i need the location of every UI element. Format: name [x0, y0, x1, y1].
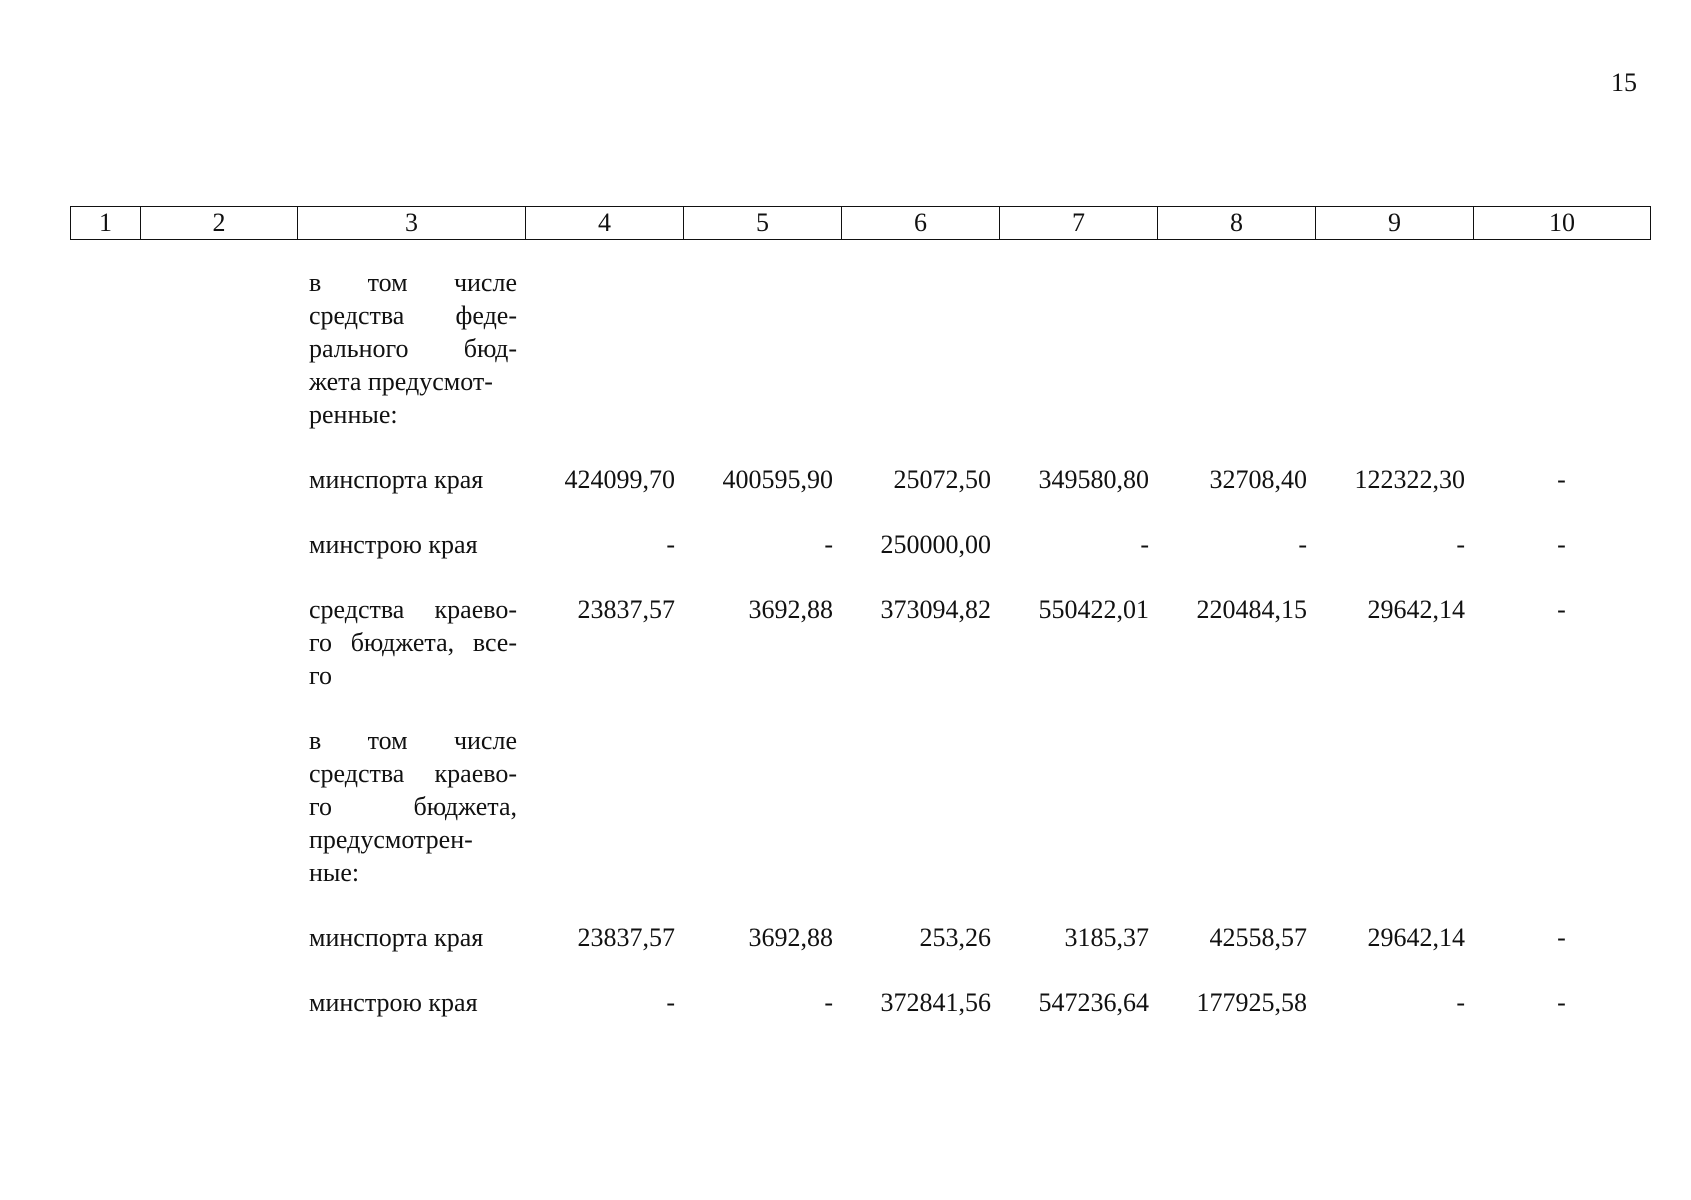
value-cell: 250000,00: [880, 530, 991, 559]
header-cell: 7: [1000, 207, 1158, 240]
description-line: средства феде-: [309, 301, 517, 330]
table-row: [70, 921, 1650, 986]
value-cell: -: [824, 530, 833, 559]
description-line: рального бюд-: [309, 334, 517, 363]
value-cell: 42558,57: [1209, 923, 1307, 952]
header-cell: 2: [141, 207, 298, 240]
row-description: [297, 528, 525, 593]
value-cell: [1157, 266, 1315, 463]
value-cell: 29642,14: [1367, 595, 1465, 624]
description-line: ные:: [309, 858, 360, 887]
value-cell: 220484,15: [1196, 595, 1307, 624]
header-cell: 1: [71, 207, 141, 240]
description-line: средства краево-: [309, 595, 517, 624]
value-cell: -: [666, 530, 675, 559]
description-line: в том числе: [309, 268, 517, 297]
value-cell: 23837,57: [577, 923, 675, 952]
empty-cell: [140, 921, 297, 986]
value-cell: 23837,57: [577, 595, 675, 624]
row-description: [297, 593, 525, 724]
row-description: [297, 724, 525, 921]
column-number-header: [70, 206, 1651, 240]
table-row: [70, 528, 1650, 593]
empty-cell: [70, 921, 140, 986]
value-cell: 550422,01: [1038, 595, 1149, 624]
value-cell: 3185,37: [1064, 923, 1149, 952]
description-line: ренные:: [309, 400, 398, 429]
description-line: средства краево-: [309, 759, 517, 788]
table-row: [70, 724, 1650, 921]
value-cell: -: [1557, 988, 1566, 1017]
empty-cell: [140, 463, 297, 528]
value-cell: -: [1140, 530, 1149, 559]
value-cell: 29642,14: [1367, 923, 1465, 952]
value-cell: [841, 724, 999, 921]
value-cell: 177925,58: [1196, 988, 1307, 1017]
description-line: минстрою края: [309, 988, 478, 1017]
table-row: [70, 986, 1650, 1051]
value-cell: [1473, 724, 1650, 921]
empty-cell: [140, 724, 297, 921]
value-cell: [841, 266, 999, 463]
value-cell: -: [1557, 923, 1566, 952]
value-cell: -: [1557, 465, 1566, 494]
value-cell: [683, 724, 841, 921]
value-cell: 424099,70: [564, 465, 675, 494]
value-cell: -: [1557, 595, 1566, 624]
description-line: жета предусмот-: [309, 367, 493, 396]
value-cell: [999, 266, 1157, 463]
row-description: [297, 463, 525, 528]
value-cell: 372841,56: [880, 988, 991, 1017]
description-line: минспорта края: [309, 465, 484, 494]
empty-cell: [70, 463, 140, 528]
header-cell: 3: [298, 207, 526, 240]
header-cell: 10: [1474, 207, 1651, 240]
value-cell: 547236,64: [1038, 988, 1149, 1017]
row-description: [297, 921, 525, 986]
empty-cell: [70, 266, 140, 463]
value-cell: -: [1557, 530, 1566, 559]
value-cell: [1473, 266, 1650, 463]
value-cell: -: [824, 988, 833, 1017]
row-description: [297, 986, 525, 1051]
value-cell: [1315, 724, 1473, 921]
header-row: [71, 207, 1651, 240]
value-cell: -: [1298, 530, 1307, 559]
header-cell: 6: [842, 207, 1000, 240]
empty-cell: [140, 528, 297, 593]
budget-table-body: [70, 266, 1650, 1051]
header-cell: 9: [1316, 207, 1474, 240]
empty-cell: [70, 724, 140, 921]
empty-cell: [140, 986, 297, 1051]
empty-cell: [140, 593, 297, 724]
value-cell: 3692,88: [748, 595, 833, 624]
value-cell: 3692,88: [748, 923, 833, 952]
value-cell: [999, 724, 1157, 921]
table-rows: [70, 266, 1650, 1051]
description-line: предусмотрен-: [309, 825, 473, 854]
value-cell: 400595,90: [722, 465, 833, 494]
value-cell: [525, 266, 683, 463]
description-line: в том числе: [309, 726, 517, 755]
page-number: 15: [1611, 68, 1637, 97]
empty-cell: [70, 528, 140, 593]
description-line: минспорта края: [309, 923, 484, 952]
value-cell: [683, 266, 841, 463]
header-cell: 4: [526, 207, 684, 240]
header-cell: 8: [1158, 207, 1316, 240]
table-row: [70, 266, 1650, 463]
value-cell: 253,26: [919, 923, 991, 952]
value-cell: [1315, 266, 1473, 463]
row-description: [297, 266, 525, 463]
value-cell: [1157, 724, 1315, 921]
value-cell: 349580,80: [1038, 465, 1149, 494]
value-cell: 373094,82: [880, 595, 991, 624]
empty-cell: [70, 986, 140, 1051]
header-cell: 5: [684, 207, 842, 240]
description-line: минстрою края: [309, 530, 478, 559]
value-cell: 122322,30: [1354, 465, 1465, 494]
value-cell: -: [1456, 988, 1465, 1017]
description-line: го: [309, 661, 333, 690]
empty-cell: [70, 593, 140, 724]
value-cell: -: [666, 988, 675, 1017]
empty-cell: [140, 266, 297, 463]
value-cell: 25072,50: [893, 465, 991, 494]
value-cell: 32708,40: [1209, 465, 1307, 494]
description-line: го бюджета,: [309, 792, 517, 821]
table-row: [70, 593, 1650, 724]
table-row: [70, 463, 1650, 528]
value-cell: -: [1456, 530, 1465, 559]
description-line: го бюджета, все-: [309, 628, 517, 657]
value-cell: [525, 724, 683, 921]
